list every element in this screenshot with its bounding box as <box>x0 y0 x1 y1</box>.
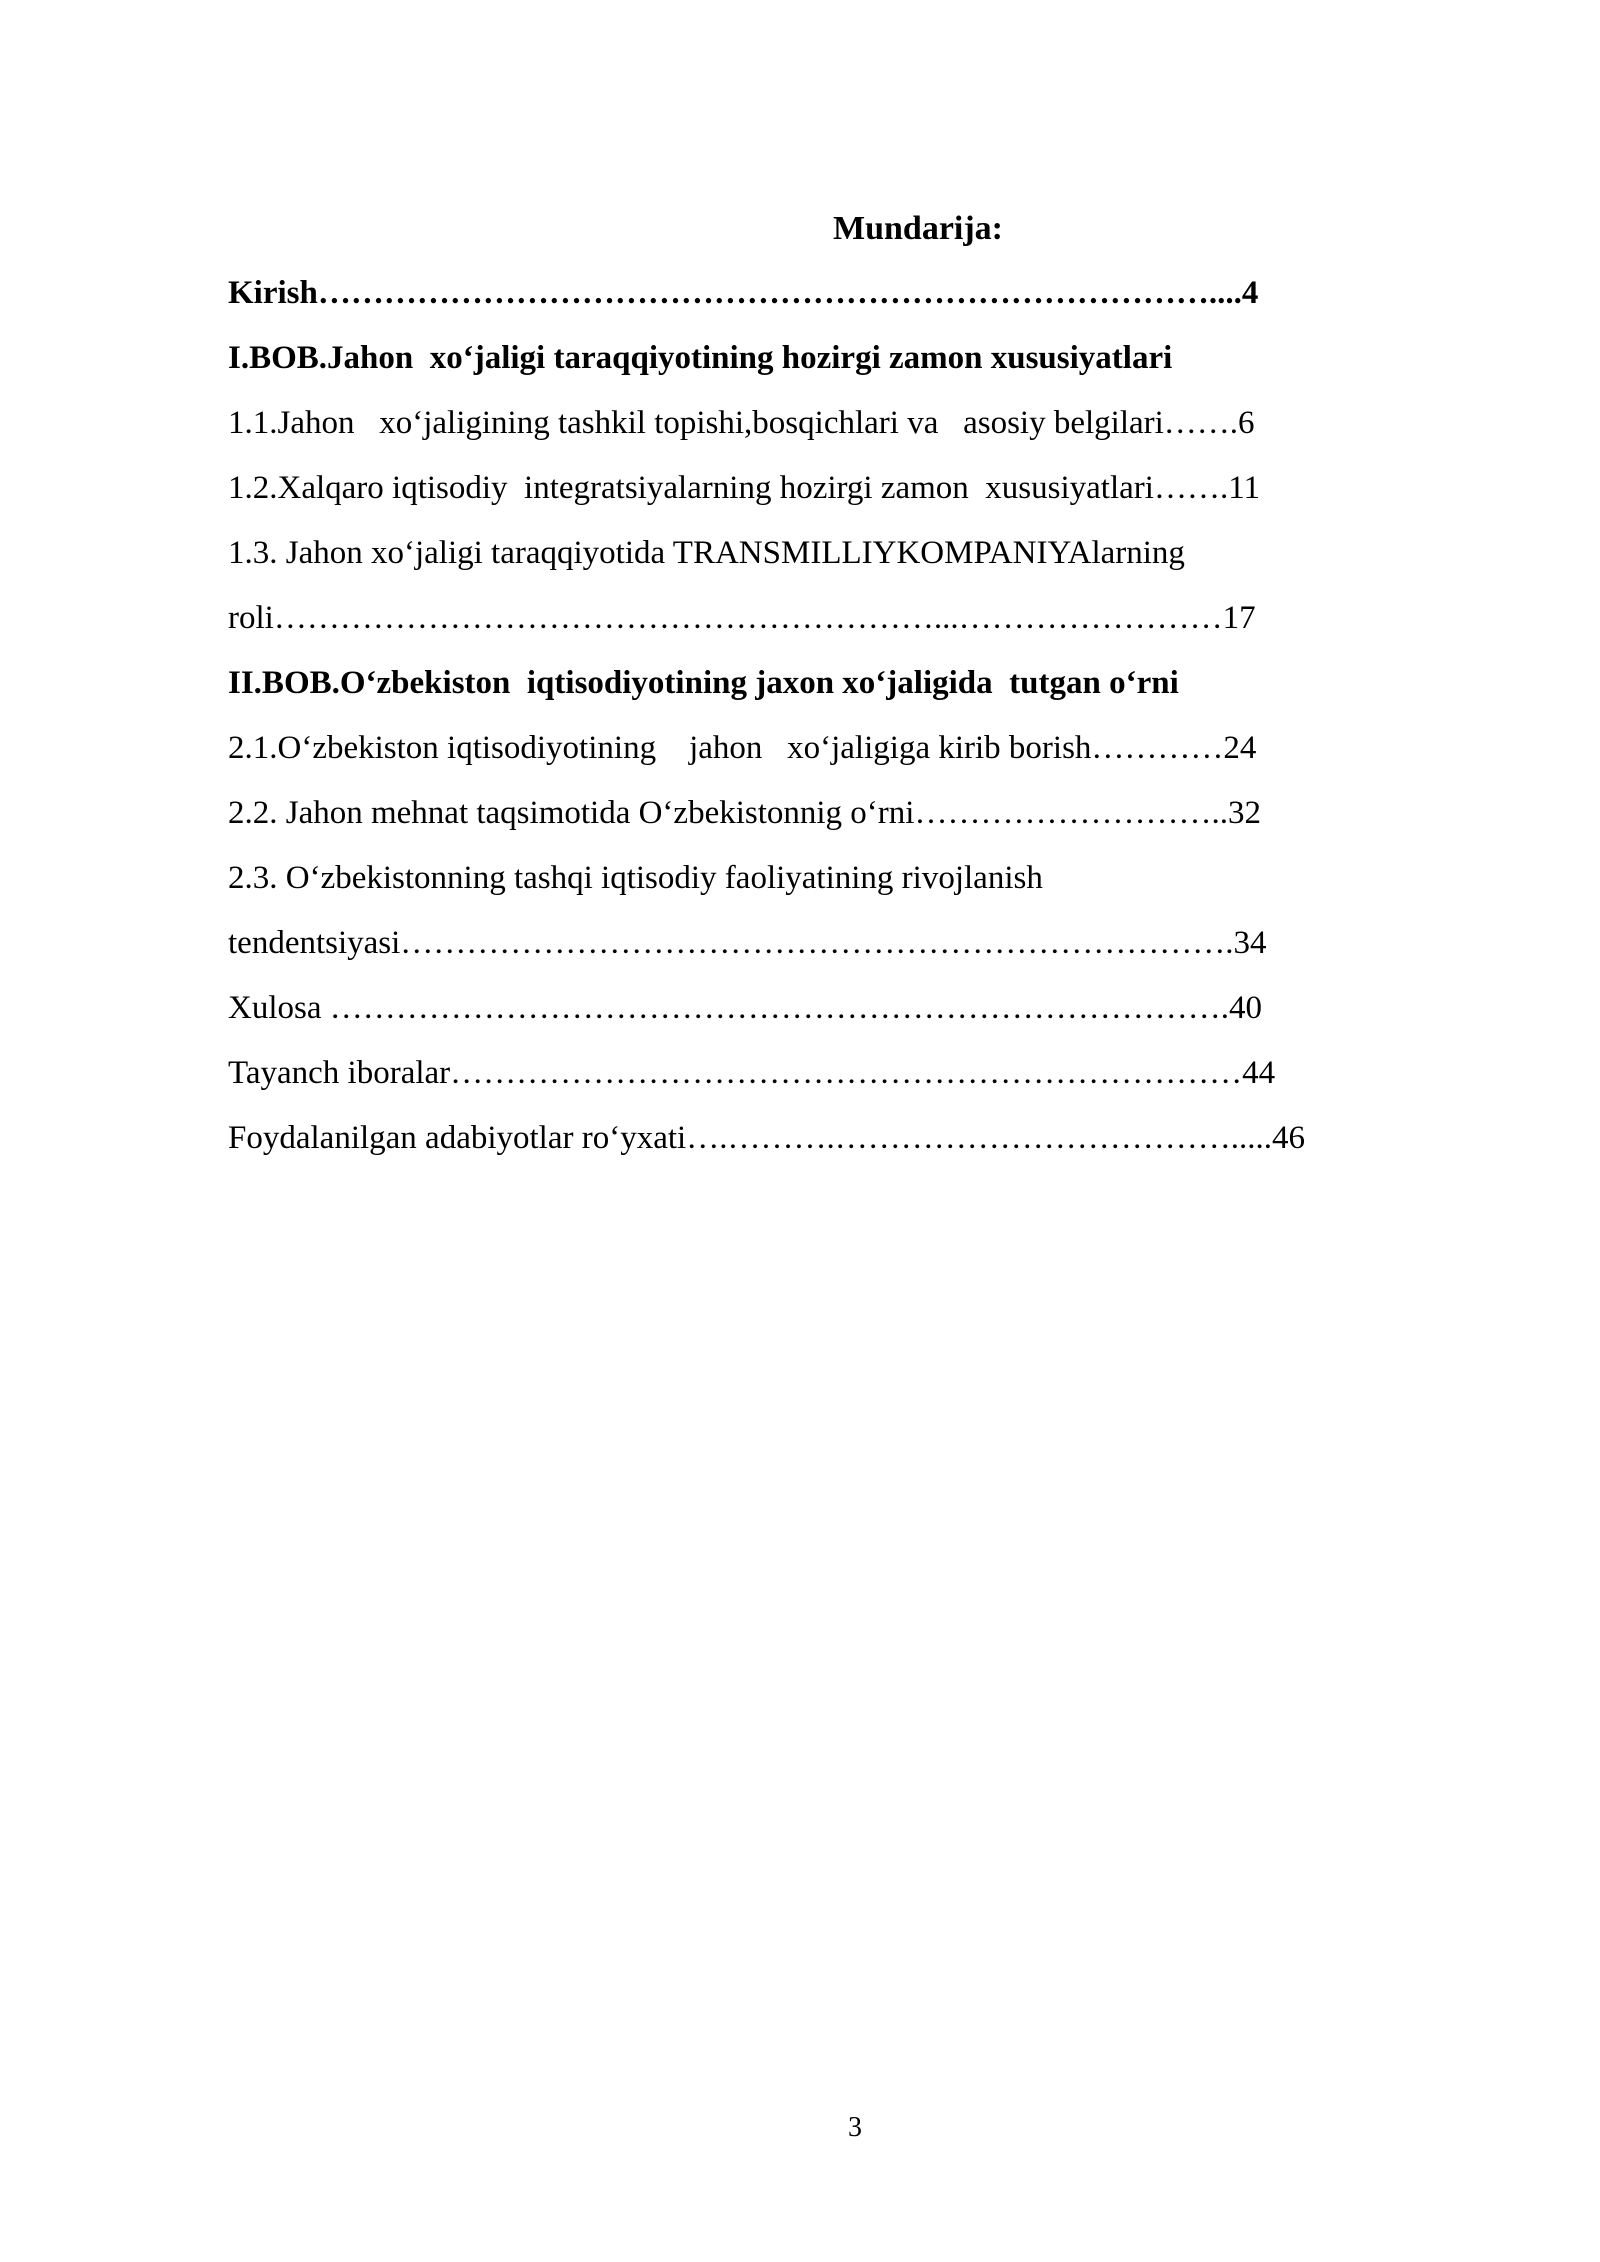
toc-entry: Tayanch iboralar………………………………………………………………44 <box>228 1055 1276 1091</box>
toc-entry: II.BOB.O‘zbekiston iqtisodiyotining jaxon xo‘jaligida tutgan o‘rni <box>228 665 1179 701</box>
toc-entry: Foydalanilgan adabiyotlar ro‘yxati….……….……………………………….....46 <box>228 1120 1305 1156</box>
toc-entry: I.BOB.Jahon xo‘jaligi taraqqiyotining hozirgi zamon xususiyatlari <box>228 340 1173 376</box>
page-number: 3 <box>848 2112 862 2143</box>
toc-entry: 2.3. O‘zbekistonning tashqi iqtisodiy faoliyatining rivojlanish <box>228 860 1043 896</box>
toc-entry: 1.1.Jahon xo‘jaligining tashkil topishi,bosqichlari va asosiy belgilari…….6 <box>228 405 1255 441</box>
table-of-contents <box>228 196 1468 1171</box>
toc-title: Mundarija: <box>833 210 1003 247</box>
toc-entry: tendentsiyasi………………………………………………………………….34 <box>228 925 1267 961</box>
toc-lines <box>228 261 1468 1171</box>
toc-entry: roli……………………………………………………...……………………17 <box>228 600 1256 636</box>
toc-entry: 1.3. Jahon xo‘jaligi taraqqiyotida TRANSMILLIYKOMPANIYAlarning <box>228 535 1185 571</box>
toc-entry: Kirish………………………………………………………………………....4 <box>228 275 1259 311</box>
toc-entry: 2.1.O‘zbekiston iqtisodiyotining jahon xo‘jaligiga kirib borish…………24 <box>228 730 1257 766</box>
toc-entry: 2.2. Jahon mehnat taqsimotida O‘zbekistonnig o‘rni………………………..32 <box>228 795 1261 831</box>
toc-entry: 1.2.Xalqaro iqtisodiy integratsiyalarning hozirgi zamon xususiyatlari…….11 <box>228 470 1260 506</box>
toc-entry: Xulosa ……………………………………………………………………….40 <box>228 990 1262 1026</box>
